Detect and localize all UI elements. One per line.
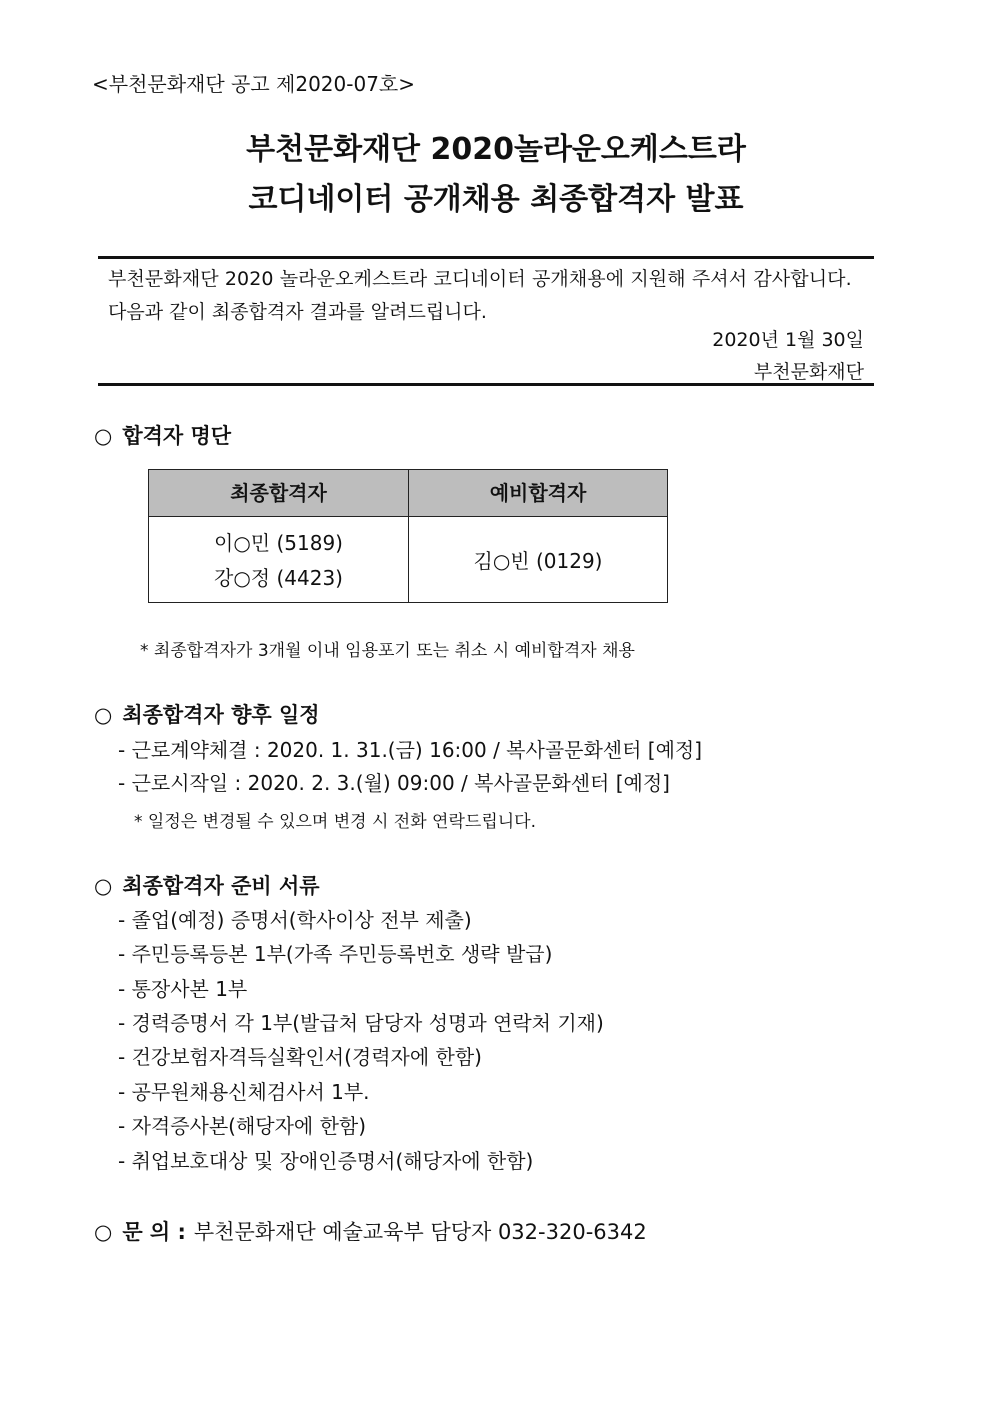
results-table <box>148 469 668 603</box>
circle-bullet-icon: ○ <box>94 703 113 727</box>
circle-bullet-icon: ○ <box>94 1220 113 1244</box>
intro-org: 부천문화재단 <box>753 361 864 383</box>
reserve-candidate: 김○빈 (0129) <box>473 549 603 573</box>
document-item: - 취업보호대상 및 장애인증명서(해당자에 한함) <box>118 1149 534 1173</box>
table-header-final: 최종합격자 <box>149 470 408 517</box>
notice-number: <부천문화재단 공고 제2020-07호> <box>92 72 415 96</box>
intro-line: 다음과 같이 최종합격자 결과를 알려드립니다. <box>108 301 487 323</box>
circle-bullet-icon: ○ <box>94 424 113 448</box>
schedule-note: * 일정은 변경될 수 있으며 변경 시 전화 연락드립니다. <box>134 812 536 832</box>
table-header-reserve: 예비합격자 <box>409 470 667 517</box>
page-title-line2: 코디네이터 공개채용 최종합격자 발표 <box>248 182 744 217</box>
table-note: * 최종합격자가 3개월 이내 임용포기 또는 취소 시 예비합격자 채용 <box>140 641 635 661</box>
contact-line <box>94 1216 647 1246</box>
section-title: 최종합격자 향후 일정 <box>122 703 320 727</box>
section-heading <box>94 420 231 450</box>
table-cell-reserve <box>409 517 667 602</box>
circle-bullet-icon: ○ <box>94 874 113 898</box>
document-item: - 자격증사본(해당자에 한함) <box>118 1114 367 1138</box>
document-item: - 건강보험자격득실확인서(경력자에 한함) <box>118 1045 482 1069</box>
final-candidate: 이○민 (5189) <box>214 531 343 555</box>
contact-text: 부천문화재단 예술교육부 담당자 032-320-6342 <box>193 1220 647 1244</box>
schedule-item: - 근로시작일 : 2020. 2. 3.(월) 09:00 / 복사골문화센터 [예정] <box>118 771 670 795</box>
schedule-item: - 근로계약체결 : 2020. 1. 31.(금) 16:00 / 복사골문화센터 [예정] <box>118 738 703 762</box>
document-item: - 경력증명서 각 1부(발급처 담당자 성명과 연락처 기재) <box>118 1011 604 1035</box>
intro-text <box>108 263 868 329</box>
section-title: 합격자 명단 <box>122 424 232 448</box>
section-heading <box>94 699 320 729</box>
document-item: - 통장사본 1부 <box>118 977 248 1001</box>
document-item: - 공무원채용신체검사서 1부. <box>118 1080 370 1104</box>
document-item: - 주민등록등본 1부(가족 주민등록번호 생략 발급) <box>118 942 553 966</box>
section-title: 최종합격자 준비 서류 <box>122 874 320 898</box>
intro-line: 부천문화재단 2020 놀라운오케스트라 코디네이터 공개채용에 지원해 주셔서 감사합니다. <box>108 268 852 290</box>
final-candidate: 강○정 (4423) <box>214 566 343 590</box>
section-heading <box>94 870 320 900</box>
document-item: - 졸업(예정) 증명서(학사이상 전부 제출) <box>118 908 472 932</box>
table-cell-final <box>149 517 408 602</box>
contact-label: 문 의 : <box>122 1220 186 1244</box>
page-title-line1: 부천문화재단 2020놀라운오케스트라 <box>246 132 746 167</box>
intro-date: 2020년 1월 30일 <box>712 329 864 351</box>
intro-box <box>98 256 874 386</box>
